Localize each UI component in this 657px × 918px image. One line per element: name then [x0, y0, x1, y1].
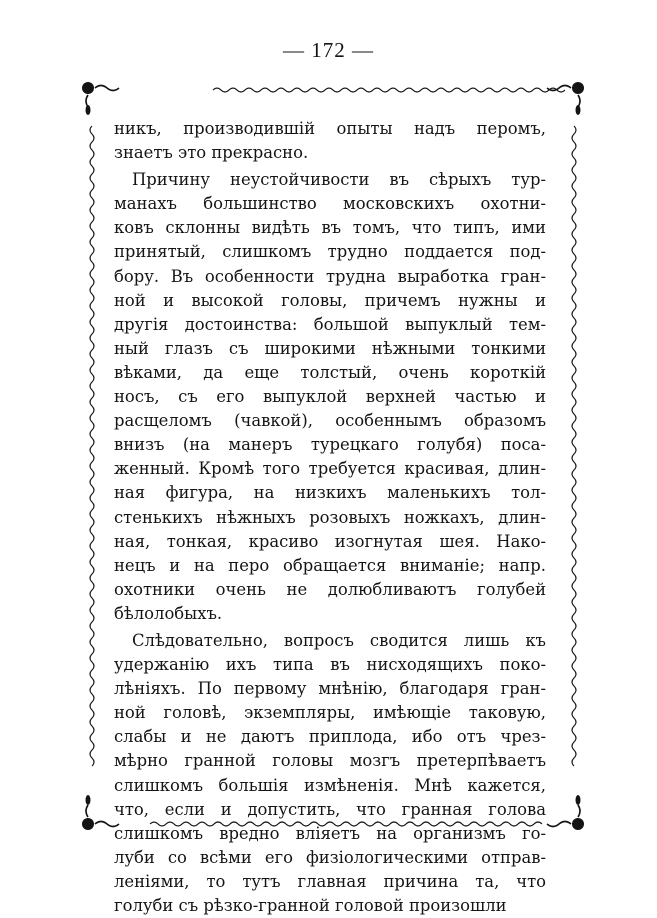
text-line: стенькихъ нѣжныхъ розовыхъ ножкахъ, длин- — [114, 507, 546, 527]
text-line: Причину неустойчивости въ сѣрыхъ тур- — [132, 170, 546, 190]
paragraph — [114, 629, 546, 918]
text-line: мѣрно гранной головы мозгъ претерпѣваетъ — [114, 751, 546, 771]
text-line: бору. Въ особенности трудна выработка гран- — [114, 266, 546, 286]
text-line: внизъ (на манеръ турецкаго голубя) поса- — [114, 435, 546, 455]
text-line: луби со всѣми его физіологическими отправ- — [114, 847, 546, 867]
text-line: ной головѣ, экземпляры, имѣющіе таковую, — [114, 703, 546, 723]
text-line: другія достоинства: большой выпуклый тем- — [114, 314, 546, 334]
text-line: расщеломъ (чавкой), особеннымъ образомъ — [114, 411, 546, 431]
text-line: лѣніяхъ. По первому мнѣнію, благодаря гран- — [114, 679, 546, 699]
text-line: охотники очень не долюбливаютъ голубей — [114, 579, 546, 599]
page-number: — 172 — — [283, 38, 374, 62]
text-line: знаетъ это прекрасно. — [114, 143, 309, 163]
text-line: никъ, производившій опыты надъ перомъ, — [114, 119, 546, 138]
text-line: что, если и допустить, что гранная голова — [114, 799, 546, 819]
text-line: слишкомъ вредно вліяетъ на организмъ го- — [114, 823, 546, 843]
text-line: ная, тонкая, красиво изогнутая шея. Нако- — [114, 531, 546, 551]
text-line: женный. Кромѣ того требуется красивая, длин- — [114, 459, 546, 479]
paragraph — [114, 117, 546, 165]
text-line: леніями, то тутъ главная причина та, что — [114, 871, 546, 891]
text-line: слабы и не даютъ приплода, ибо отъ чрез- — [114, 727, 546, 747]
text-line: ный глазъ съ широкими нѣжными тонкими — [114, 338, 546, 358]
text-line: манахъ большинство московскихъ охотни- — [114, 194, 546, 214]
text-line: голуби съ рѣзко-гранной головой произошли — [114, 896, 507, 915]
text-line: ная фигура, на низкихъ маленькихъ тол- — [114, 483, 546, 503]
text-line: Слѣдовательно, вопросъ сводится лишь къ — [132, 630, 546, 650]
text-line: ной и высокой головы, причемъ нужны и — [114, 290, 546, 310]
text-line: носъ, съ его выпуклой верхней частью и — [114, 387, 546, 407]
text-line: бѣлолобыхъ. — [114, 603, 223, 623]
page-body-text — [114, 117, 546, 918]
text-line: слишкомъ большія измѣненія. Мнѣ кажется, — [114, 775, 546, 795]
text-line: ковъ склонны видѣть въ томъ, что типъ, ими — [114, 218, 546, 238]
text-line: вѣками, да еще толстый, очень короткій — [114, 362, 546, 382]
text-line: нецъ и на перо обращается вниманіе; напр. — [114, 555, 546, 575]
text-line: удержанію ихъ типа въ нисходящихъ поко- — [114, 655, 546, 675]
paragraph — [114, 168, 546, 626]
text-line: принятый, слишкомъ трудно поддается под- — [114, 242, 546, 262]
